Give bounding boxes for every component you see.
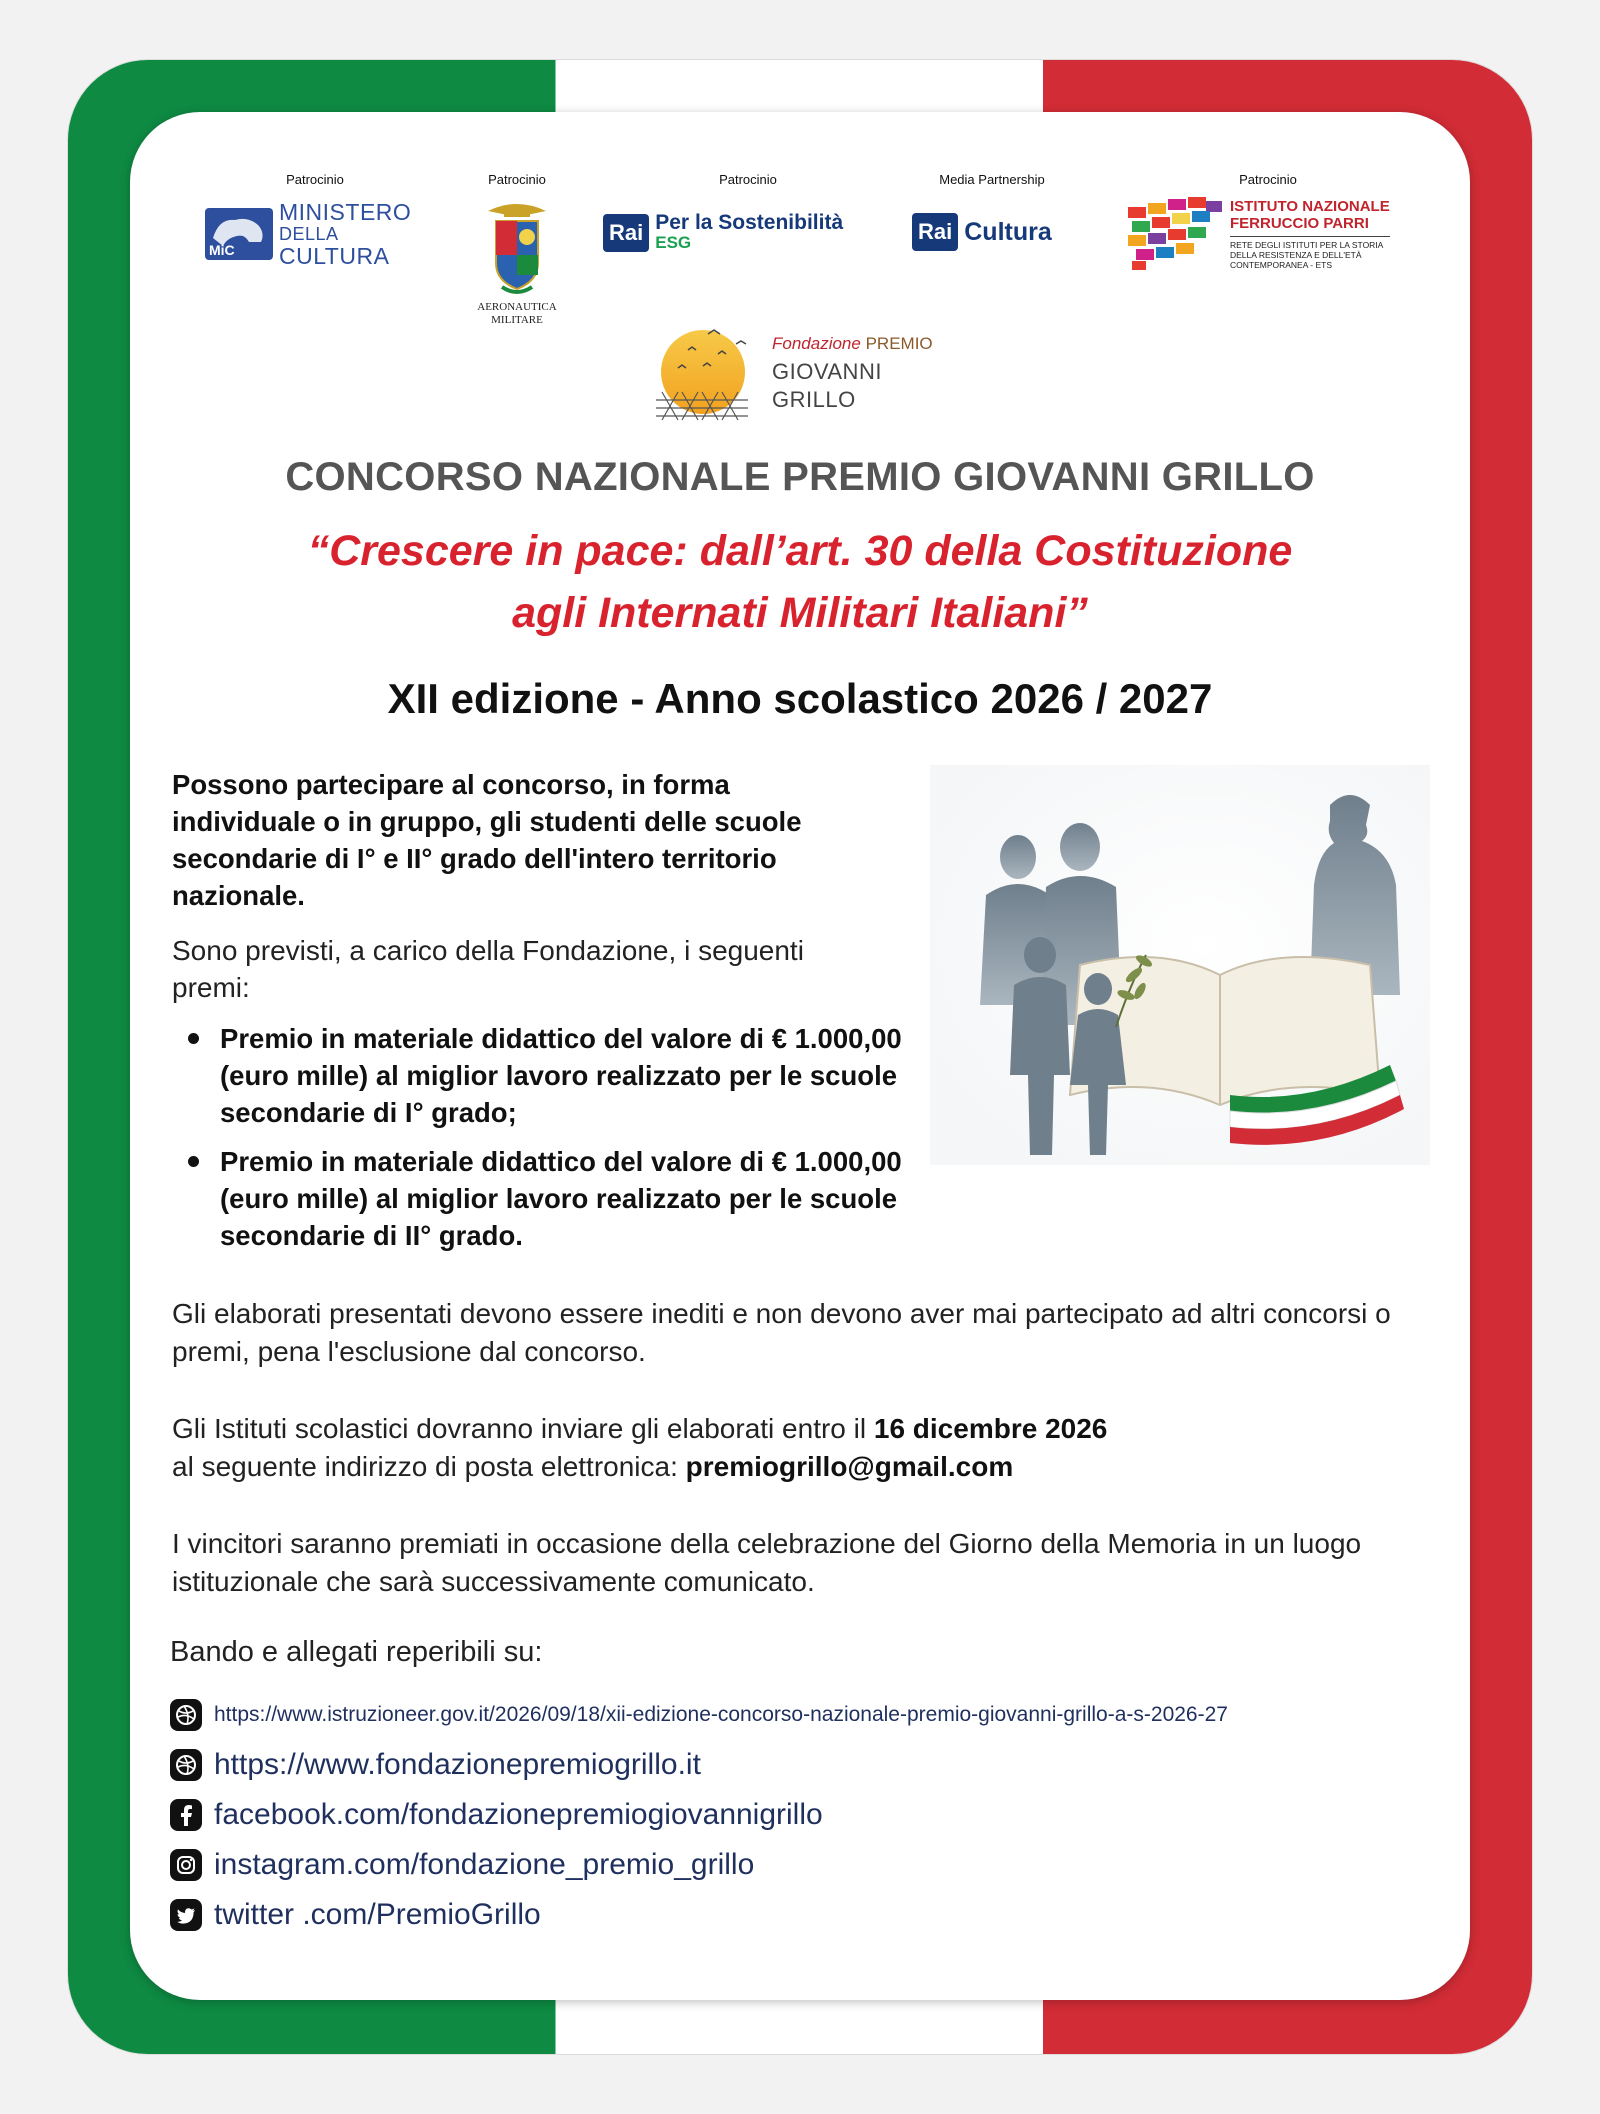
rai-cultura-logo [912, 172, 1072, 251]
sun-birds-icon [648, 322, 768, 422]
submission-text-2: al seguente indirizzo di posta elettronica: [172, 1451, 686, 1482]
link-istruzione[interactable] [170, 1690, 1450, 1740]
prize-text: Premio in materiale didattico del valore di € 1.000,00 (euro mille) al miglior lavoro realizzato per le scuole secondarie di II° grado. [220, 1146, 902, 1251]
subtitle-line2: agli Internati Militari Italiani” [512, 589, 1088, 637]
bullet-icon [188, 1033, 199, 1044]
aeronautica-name2: MILITARE [491, 314, 543, 326]
subtitle-line1: “Crescere in pace: dall’art. 30 della Costituzione [307, 527, 1293, 575]
premio-word: PREMIO [865, 334, 933, 353]
prizes-intro: Sono previsti, a carico della Fondazione, i seguenti premi: [172, 935, 804, 1003]
winners-text: I vincitori saranno premiati in occasione della celebrazione del Giorno della Memoria in un luogo istituzionale che sarà successivamente comunicato. [172, 1528, 1362, 1597]
submission-text-1: Gli Istituti scolastici dovranno inviare gli elaborati entro il [172, 1413, 874, 1444]
parri-line3: RETE DEGLI ISTITUTI PER LA STORIA [1230, 240, 1384, 250]
twitter-icon [170, 1899, 202, 1931]
rai-sostenibilita-logo [603, 172, 893, 253]
aeronautica-name1: AERONAUTICA [477, 301, 557, 313]
prize-item [188, 1143, 948, 1254]
prize-text: Premio in materiale didattico del valore di € 1.000,00 (euro mille) al miglior lavoro realizzato per le scuole secondarie di I° grado; [220, 1023, 902, 1128]
edition-heading: XII edizione - Anno scolastico 2026 / 2027 [387, 675, 1213, 722]
mic-logo [205, 172, 425, 267]
patronage-caption: Patrocinio [1239, 172, 1297, 187]
link-text[interactable]: instagram.com/fondazione_premio_grillo [214, 1848, 755, 1881]
eligibility-text: Possono partecipare al concorso, in forma individuale o in gruppo, gli studenti delle scuole secondarie di I° e II° grado dell'intero territorio nazionale. [172, 769, 802, 911]
links-title: Bando e allegati reperibili su: [170, 1636, 543, 1668]
mic-line2: DELLA [279, 224, 339, 244]
rai-badge: Rai [603, 214, 649, 252]
rai-badge: Rai [912, 213, 958, 251]
link-website[interactable] [170, 1740, 1450, 1790]
link-text[interactable]: https://www.fondazionepremiogrillo.it [214, 1748, 701, 1781]
mic-line3: CULTURA [279, 243, 390, 269]
patronage-caption: Patrocinio [719, 172, 777, 187]
rai-cultura-text: Cultura [964, 218, 1052, 246]
rai-sost-line2: ESG [655, 233, 692, 252]
parri-logo [1128, 172, 1408, 271]
prize-item [188, 1020, 948, 1131]
mic-line1: MINISTERO [279, 199, 412, 225]
facebook-icon [170, 1799, 202, 1831]
link-text[interactable]: twitter .com/PremioGrillo [214, 1898, 541, 1931]
family-book-illustration [930, 765, 1430, 1165]
parri-mosaic-icon [1128, 197, 1224, 271]
rai-sost-line1: Per la Sostenibilità [655, 211, 844, 234]
patronage-caption: Patrocinio [488, 172, 546, 187]
fondazione-word: Fondazione [772, 334, 861, 353]
prizes-list [188, 1020, 948, 1266]
contest-subtitle [130, 520, 1470, 644]
aeronautica-logo [465, 172, 569, 327]
parri-line4: DELLA RESISTENZA E DELL'ETÀ [1230, 250, 1362, 260]
fondazione-logo [648, 322, 958, 422]
parri-line5: CONTEMPORANEA - ETS [1230, 260, 1333, 270]
mic-mark-text: MiC [209, 242, 235, 258]
parri-line2: FERRUCCIO PARRI [1230, 215, 1369, 232]
web-icon [170, 1699, 202, 1731]
contact-email[interactable]: premiogrillo@gmail.com [685, 1451, 1014, 1482]
links-list [170, 1690, 1450, 1940]
parri-line1: ISTITUTO NAZIONALE [1230, 198, 1390, 215]
deadline-date: 16 dicembre 2026 [873, 1413, 1108, 1444]
bullet-icon [188, 1156, 199, 1167]
link-text[interactable]: facebook.com/fondazionepremiogiovannigrillo [214, 1798, 823, 1831]
media-partnership-caption: Media Partnership [939, 172, 1045, 187]
aeronautica-crest-icon [482, 197, 552, 297]
link-twitter[interactable] [170, 1890, 1450, 1940]
web-icon [170, 1749, 202, 1781]
submission-text [172, 1410, 1402, 1486]
patronage-caption: Patrocinio [286, 172, 344, 187]
link-text[interactable]: https://www.istruzioneer.gov.it/2026/09/18/xii-edizione-concorso-nazionale-premio-giovanni-grillo-a-s-2026-27 [214, 1703, 1228, 1726]
giovanni-grillo-word: GIOVANNI GRILLO [772, 359, 882, 412]
link-facebook[interactable] [170, 1790, 1450, 1840]
contest-title: CONCORSO NAZIONALE PREMIO GIOVANNI GRILLO [285, 455, 1315, 499]
requirements-text: Gli elaborati presentati devono essere inediti e non devono aver mai partecipato ad altri concorsi o premi, pena l'esclusione dal concorso. [172, 1298, 1391, 1367]
link-instagram[interactable] [170, 1840, 1450, 1890]
instagram-icon [170, 1849, 202, 1881]
mic-mark-icon [205, 208, 273, 260]
